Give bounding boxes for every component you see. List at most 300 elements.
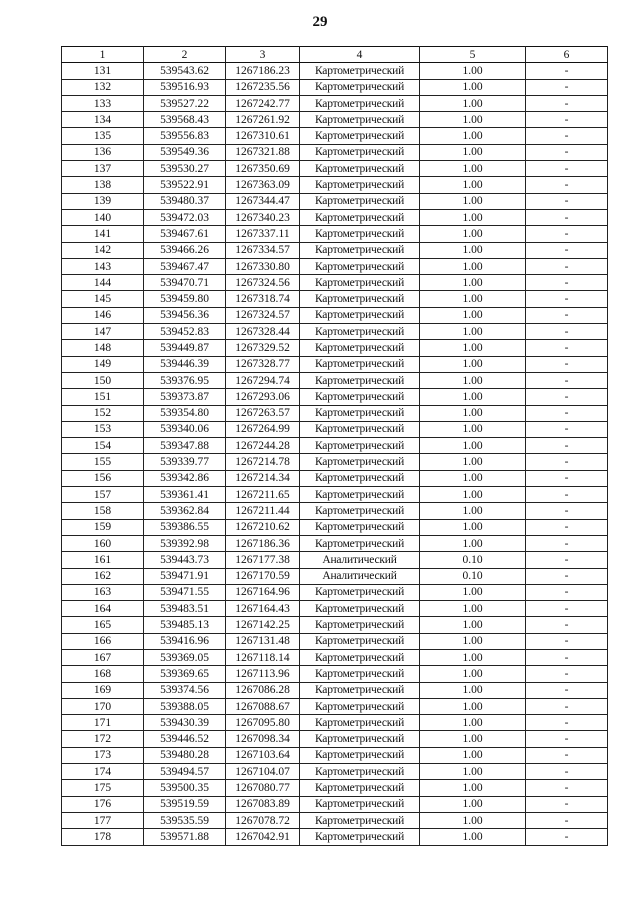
x-coordinate-cell: 539571.88 <box>144 829 226 845</box>
accuracy-cell: 1.00 <box>420 438 526 454</box>
x-coordinate-cell: 539369.65 <box>144 666 226 682</box>
note-cell: - <box>526 584 608 600</box>
point-number-cell: 153 <box>62 421 144 437</box>
y-coordinate-cell: 1267098.34 <box>226 731 300 747</box>
accuracy-cell: 1.00 <box>420 226 526 242</box>
method-cell: Картометрический <box>300 682 420 698</box>
accuracy-cell: 1.00 <box>420 503 526 519</box>
method-cell: Картометрический <box>300 829 420 845</box>
y-coordinate-cell: 1267142.25 <box>226 617 300 633</box>
point-number-cell: 133 <box>62 95 144 111</box>
method-cell: Аналитический <box>300 568 420 584</box>
table-row <box>62 503 608 519</box>
x-coordinate-cell: 539388.05 <box>144 698 226 714</box>
accuracy-cell: 1.00 <box>420 487 526 503</box>
method-cell: Картометрический <box>300 715 420 731</box>
note-cell: - <box>526 438 608 454</box>
y-coordinate-cell: 1267242.77 <box>226 95 300 111</box>
accuracy-cell: 1.00 <box>420 796 526 812</box>
method-cell: Картометрический <box>300 275 420 291</box>
accuracy-cell: 1.00 <box>420 324 526 340</box>
method-cell: Картометрический <box>300 258 420 274</box>
note-cell: - <box>526 829 608 845</box>
point-number-cell: 173 <box>62 747 144 763</box>
note-cell: - <box>526 405 608 421</box>
note-cell: - <box>526 470 608 486</box>
note-cell: - <box>526 421 608 437</box>
method-cell: Аналитический <box>300 552 420 568</box>
table-row <box>62 307 608 323</box>
point-number-cell: 163 <box>62 584 144 600</box>
method-cell: Картометрический <box>300 454 420 470</box>
x-coordinate-cell: 539466.26 <box>144 242 226 258</box>
note-cell: - <box>526 95 608 111</box>
method-cell: Картометрический <box>300 307 420 323</box>
method-cell: Картометрический <box>300 372 420 388</box>
y-coordinate-cell: 1267095.80 <box>226 715 300 731</box>
y-coordinate-cell: 1267337.11 <box>226 226 300 242</box>
table-row <box>62 242 608 258</box>
method-cell: Картометрический <box>300 177 420 193</box>
table-row <box>62 258 608 274</box>
note-cell: - <box>526 568 608 584</box>
note-cell: - <box>526 389 608 405</box>
y-coordinate-cell: 1267324.57 <box>226 307 300 323</box>
column-header: 3 <box>226 47 300 63</box>
method-cell: Картометрический <box>300 470 420 486</box>
x-coordinate-cell: 539459.80 <box>144 291 226 307</box>
y-coordinate-cell: 1267328.77 <box>226 356 300 372</box>
y-coordinate-cell: 1267164.96 <box>226 584 300 600</box>
accuracy-cell: 1.00 <box>420 242 526 258</box>
table-row <box>62 731 608 747</box>
table-row <box>62 95 608 111</box>
note-cell: - <box>526 601 608 617</box>
point-number-cell: 175 <box>62 780 144 796</box>
point-number-cell: 147 <box>62 324 144 340</box>
y-coordinate-cell: 1267042.91 <box>226 829 300 845</box>
accuracy-cell: 0.10 <box>420 568 526 584</box>
note-cell: - <box>526 209 608 225</box>
note-cell: - <box>526 242 608 258</box>
note-cell: - <box>526 503 608 519</box>
x-coordinate-cell: 539361.41 <box>144 487 226 503</box>
table-row <box>62 275 608 291</box>
method-cell: Картометрический <box>300 79 420 95</box>
x-coordinate-cell: 539354.80 <box>144 405 226 421</box>
point-number-cell: 157 <box>62 487 144 503</box>
y-coordinate-cell: 1267214.78 <box>226 454 300 470</box>
accuracy-cell: 1.00 <box>420 405 526 421</box>
accuracy-cell: 1.00 <box>420 698 526 714</box>
table-row <box>62 812 608 828</box>
table-row <box>62 584 608 600</box>
point-number-cell: 156 <box>62 470 144 486</box>
table-row <box>62 633 608 649</box>
table-row <box>62 617 608 633</box>
table-row <box>62 209 608 225</box>
point-number-cell: 178 <box>62 829 144 845</box>
y-coordinate-cell: 1267363.09 <box>226 177 300 193</box>
point-number-cell: 141 <box>62 226 144 242</box>
point-number-cell: 144 <box>62 275 144 291</box>
method-cell: Картометрический <box>300 535 420 551</box>
y-coordinate-cell: 1267328.44 <box>226 324 300 340</box>
point-number-cell: 171 <box>62 715 144 731</box>
note-cell: - <box>526 356 608 372</box>
method-cell: Картометрический <box>300 63 420 79</box>
y-coordinate-cell: 1267263.57 <box>226 405 300 421</box>
x-coordinate-cell: 539430.39 <box>144 715 226 731</box>
point-number-cell: 165 <box>62 617 144 633</box>
point-number-cell: 154 <box>62 438 144 454</box>
x-coordinate-cell: 539369.05 <box>144 649 226 665</box>
x-coordinate-cell: 539446.52 <box>144 731 226 747</box>
note-cell: - <box>526 226 608 242</box>
accuracy-cell: 1.00 <box>420 177 526 193</box>
x-coordinate-cell: 539467.61 <box>144 226 226 242</box>
table-row <box>62 682 608 698</box>
y-coordinate-cell: 1267321.88 <box>226 144 300 160</box>
note-cell: - <box>526 535 608 551</box>
accuracy-cell: 1.00 <box>420 812 526 828</box>
x-coordinate-cell: 539376.95 <box>144 372 226 388</box>
y-coordinate-cell: 1267350.69 <box>226 161 300 177</box>
method-cell: Картометрический <box>300 356 420 372</box>
method-cell: Картометрический <box>300 242 420 258</box>
table-row <box>62 666 608 682</box>
method-cell: Картометрический <box>300 731 420 747</box>
method-cell: Картометрический <box>300 340 420 356</box>
table-row <box>62 161 608 177</box>
note-cell: - <box>526 731 608 747</box>
table-row <box>62 372 608 388</box>
method-cell: Картометрический <box>300 796 420 812</box>
point-number-cell: 166 <box>62 633 144 649</box>
x-coordinate-cell: 539470.71 <box>144 275 226 291</box>
point-number-cell: 140 <box>62 209 144 225</box>
point-number-cell: 170 <box>62 698 144 714</box>
x-coordinate-cell: 539374.56 <box>144 682 226 698</box>
y-coordinate-cell: 1267113.96 <box>226 666 300 682</box>
table-row <box>62 487 608 503</box>
note-cell: - <box>526 633 608 649</box>
x-coordinate-cell: 539480.37 <box>144 193 226 209</box>
y-coordinate-cell: 1267170.59 <box>226 568 300 584</box>
point-number-cell: 139 <box>62 193 144 209</box>
method-cell: Картометрический <box>300 617 420 633</box>
note-cell: - <box>526 128 608 144</box>
note-cell: - <box>526 372 608 388</box>
y-coordinate-cell: 1267177.38 <box>226 552 300 568</box>
note-cell: - <box>526 764 608 780</box>
table-row <box>62 340 608 356</box>
accuracy-cell: 1.00 <box>420 633 526 649</box>
method-cell: Картометрический <box>300 209 420 225</box>
point-number-cell: 169 <box>62 682 144 698</box>
y-coordinate-cell: 1267103.64 <box>226 747 300 763</box>
x-coordinate-cell: 539471.55 <box>144 584 226 600</box>
method-cell: Картометрический <box>300 666 420 682</box>
table-body <box>62 63 608 845</box>
note-cell: - <box>526 307 608 323</box>
accuracy-cell: 1.00 <box>420 519 526 535</box>
note-cell: - <box>526 177 608 193</box>
accuracy-cell: 1.00 <box>420 372 526 388</box>
table-row <box>62 177 608 193</box>
point-number-cell: 132 <box>62 79 144 95</box>
y-coordinate-cell: 1267214.34 <box>226 470 300 486</box>
y-coordinate-cell: 1267334.57 <box>226 242 300 258</box>
point-number-cell: 131 <box>62 63 144 79</box>
x-coordinate-cell: 539467.47 <box>144 258 226 274</box>
method-cell: Картометрический <box>300 128 420 144</box>
note-cell: - <box>526 324 608 340</box>
accuracy-cell: 1.00 <box>420 421 526 437</box>
table-row <box>62 552 608 568</box>
y-coordinate-cell: 1267086.28 <box>226 682 300 698</box>
point-number-cell: 167 <box>62 649 144 665</box>
note-cell: - <box>526 682 608 698</box>
column-header: 2 <box>144 47 226 63</box>
y-coordinate-cell: 1267118.14 <box>226 649 300 665</box>
accuracy-cell: 1.00 <box>420 79 526 95</box>
point-number-cell: 134 <box>62 112 144 128</box>
note-cell: - <box>526 275 608 291</box>
method-cell: Картометрический <box>300 161 420 177</box>
accuracy-cell: 1.00 <box>420 601 526 617</box>
y-coordinate-cell: 1267344.47 <box>226 193 300 209</box>
method-cell: Картометрический <box>300 601 420 617</box>
note-cell: - <box>526 454 608 470</box>
y-coordinate-cell: 1267340.23 <box>226 209 300 225</box>
x-coordinate-cell: 539446.39 <box>144 356 226 372</box>
point-number-cell: 143 <box>62 258 144 274</box>
accuracy-cell: 1.00 <box>420 307 526 323</box>
method-cell: Картометрический <box>300 421 420 437</box>
y-coordinate-cell: 1267186.36 <box>226 535 300 551</box>
point-number-cell: 174 <box>62 764 144 780</box>
accuracy-cell: 1.00 <box>420 144 526 160</box>
accuracy-cell: 1.00 <box>420 209 526 225</box>
method-cell: Картометрический <box>300 812 420 828</box>
table-row <box>62 698 608 714</box>
accuracy-cell: 1.00 <box>420 649 526 665</box>
note-cell: - <box>526 193 608 209</box>
table-row <box>62 438 608 454</box>
table-row <box>62 535 608 551</box>
note-cell: - <box>526 487 608 503</box>
method-cell: Картометрический <box>300 487 420 503</box>
x-coordinate-cell: 539483.51 <box>144 601 226 617</box>
accuracy-cell: 1.00 <box>420 535 526 551</box>
note-cell: - <box>526 519 608 535</box>
x-coordinate-cell: 539362.84 <box>144 503 226 519</box>
note-cell: - <box>526 291 608 307</box>
point-number-cell: 136 <box>62 144 144 160</box>
x-coordinate-cell: 539471.91 <box>144 568 226 584</box>
table-header-row <box>62 47 608 63</box>
accuracy-cell: 1.00 <box>420 389 526 405</box>
accuracy-cell: 1.00 <box>420 340 526 356</box>
accuracy-cell: 1.00 <box>420 470 526 486</box>
note-cell: - <box>526 258 608 274</box>
table-row <box>62 421 608 437</box>
method-cell: Картометрический <box>300 324 420 340</box>
y-coordinate-cell: 1267211.44 <box>226 503 300 519</box>
table-row <box>62 79 608 95</box>
method-cell: Картометрический <box>300 503 420 519</box>
y-coordinate-cell: 1267329.52 <box>226 340 300 356</box>
method-cell: Картометрический <box>300 780 420 796</box>
y-coordinate-cell: 1267186.23 <box>226 63 300 79</box>
column-header: 5 <box>420 47 526 63</box>
table-row <box>62 389 608 405</box>
method-cell: Картометрический <box>300 226 420 242</box>
x-coordinate-cell: 539480.28 <box>144 747 226 763</box>
note-cell: - <box>526 812 608 828</box>
accuracy-cell: 1.00 <box>420 747 526 763</box>
method-cell: Картометрический <box>300 193 420 209</box>
x-coordinate-cell: 539339.77 <box>144 454 226 470</box>
table-row <box>62 356 608 372</box>
x-coordinate-cell: 539527.22 <box>144 95 226 111</box>
point-number-cell: 149 <box>62 356 144 372</box>
accuracy-cell: 1.00 <box>420 63 526 79</box>
y-coordinate-cell: 1267294.74 <box>226 372 300 388</box>
table-row <box>62 715 608 731</box>
table-row <box>62 780 608 796</box>
table-row <box>62 470 608 486</box>
y-coordinate-cell: 1267235.56 <box>226 79 300 95</box>
x-coordinate-cell: 539494.57 <box>144 764 226 780</box>
point-number-cell: 162 <box>62 568 144 584</box>
method-cell: Картометрический <box>300 291 420 307</box>
note-cell: - <box>526 112 608 128</box>
accuracy-cell: 1.00 <box>420 454 526 470</box>
note-cell: - <box>526 79 608 95</box>
x-coordinate-cell: 539342.86 <box>144 470 226 486</box>
x-coordinate-cell: 539568.43 <box>144 112 226 128</box>
point-number-cell: 152 <box>62 405 144 421</box>
method-cell: Картометрический <box>300 405 420 421</box>
table-row <box>62 796 608 812</box>
point-number-cell: 176 <box>62 796 144 812</box>
x-coordinate-cell: 539556.83 <box>144 128 226 144</box>
y-coordinate-cell: 1267164.43 <box>226 601 300 617</box>
y-coordinate-cell: 1267244.28 <box>226 438 300 454</box>
note-cell: - <box>526 161 608 177</box>
accuracy-cell: 1.00 <box>420 731 526 747</box>
y-coordinate-cell: 1267211.65 <box>226 487 300 503</box>
point-number-cell: 158 <box>62 503 144 519</box>
note-cell: - <box>526 796 608 812</box>
accuracy-cell: 1.00 <box>420 666 526 682</box>
point-number-cell: 142 <box>62 242 144 258</box>
point-number-cell: 168 <box>62 666 144 682</box>
y-coordinate-cell: 1267131.48 <box>226 633 300 649</box>
table-row <box>62 63 608 79</box>
accuracy-cell: 0.10 <box>420 552 526 568</box>
method-cell: Картометрический <box>300 747 420 763</box>
method-cell: Картометрический <box>300 519 420 535</box>
note-cell: - <box>526 63 608 79</box>
note-cell: - <box>526 715 608 731</box>
method-cell: Картометрический <box>300 584 420 600</box>
accuracy-cell: 1.00 <box>420 617 526 633</box>
x-coordinate-cell: 539500.35 <box>144 780 226 796</box>
x-coordinate-cell: 539416.96 <box>144 633 226 649</box>
table-row <box>62 764 608 780</box>
point-number-cell: 159 <box>62 519 144 535</box>
point-number-cell: 137 <box>62 161 144 177</box>
x-coordinate-cell: 539347.88 <box>144 438 226 454</box>
x-coordinate-cell: 539522.91 <box>144 177 226 193</box>
accuracy-cell: 1.00 <box>420 258 526 274</box>
y-coordinate-cell: 1267080.77 <box>226 780 300 796</box>
note-cell: - <box>526 666 608 682</box>
accuracy-cell: 1.00 <box>420 584 526 600</box>
table-row <box>62 601 608 617</box>
x-coordinate-cell: 539485.13 <box>144 617 226 633</box>
y-coordinate-cell: 1267078.72 <box>226 812 300 828</box>
y-coordinate-cell: 1267210.62 <box>226 519 300 535</box>
accuracy-cell: 1.00 <box>420 275 526 291</box>
accuracy-cell: 1.00 <box>420 715 526 731</box>
y-coordinate-cell: 1267330.80 <box>226 258 300 274</box>
x-coordinate-cell: 539456.36 <box>144 307 226 323</box>
coordinates-table <box>61 46 608 846</box>
point-number-cell: 172 <box>62 731 144 747</box>
note-cell: - <box>526 649 608 665</box>
method-cell: Картометрический <box>300 438 420 454</box>
point-number-cell: 155 <box>62 454 144 470</box>
method-cell: Картометрический <box>300 698 420 714</box>
x-coordinate-cell: 539340.06 <box>144 421 226 437</box>
x-coordinate-cell: 539516.93 <box>144 79 226 95</box>
x-coordinate-cell: 539449.87 <box>144 340 226 356</box>
table-row <box>62 454 608 470</box>
method-cell: Картометрический <box>300 95 420 111</box>
note-cell: - <box>526 340 608 356</box>
accuracy-cell: 1.00 <box>420 829 526 845</box>
note-cell: - <box>526 144 608 160</box>
y-coordinate-cell: 1267318.74 <box>226 291 300 307</box>
table-row <box>62 829 608 845</box>
y-coordinate-cell: 1267264.99 <box>226 421 300 437</box>
method-cell: Картометрический <box>300 633 420 649</box>
point-number-cell: 177 <box>62 812 144 828</box>
x-coordinate-cell: 539530.27 <box>144 161 226 177</box>
x-coordinate-cell: 539443.73 <box>144 552 226 568</box>
x-coordinate-cell: 539386.55 <box>144 519 226 535</box>
method-cell: Картометрический <box>300 649 420 665</box>
x-coordinate-cell: 539549.36 <box>144 144 226 160</box>
point-number-cell: 148 <box>62 340 144 356</box>
accuracy-cell: 1.00 <box>420 128 526 144</box>
note-cell: - <box>526 552 608 568</box>
y-coordinate-cell: 1267104.07 <box>226 764 300 780</box>
note-cell: - <box>526 780 608 796</box>
accuracy-cell: 1.00 <box>420 161 526 177</box>
method-cell: Картометрический <box>300 764 420 780</box>
x-coordinate-cell: 539535.59 <box>144 812 226 828</box>
accuracy-cell: 1.00 <box>420 356 526 372</box>
method-cell: Картометрический <box>300 144 420 160</box>
x-coordinate-cell: 539373.87 <box>144 389 226 405</box>
table-row <box>62 519 608 535</box>
column-header: 1 <box>62 47 144 63</box>
